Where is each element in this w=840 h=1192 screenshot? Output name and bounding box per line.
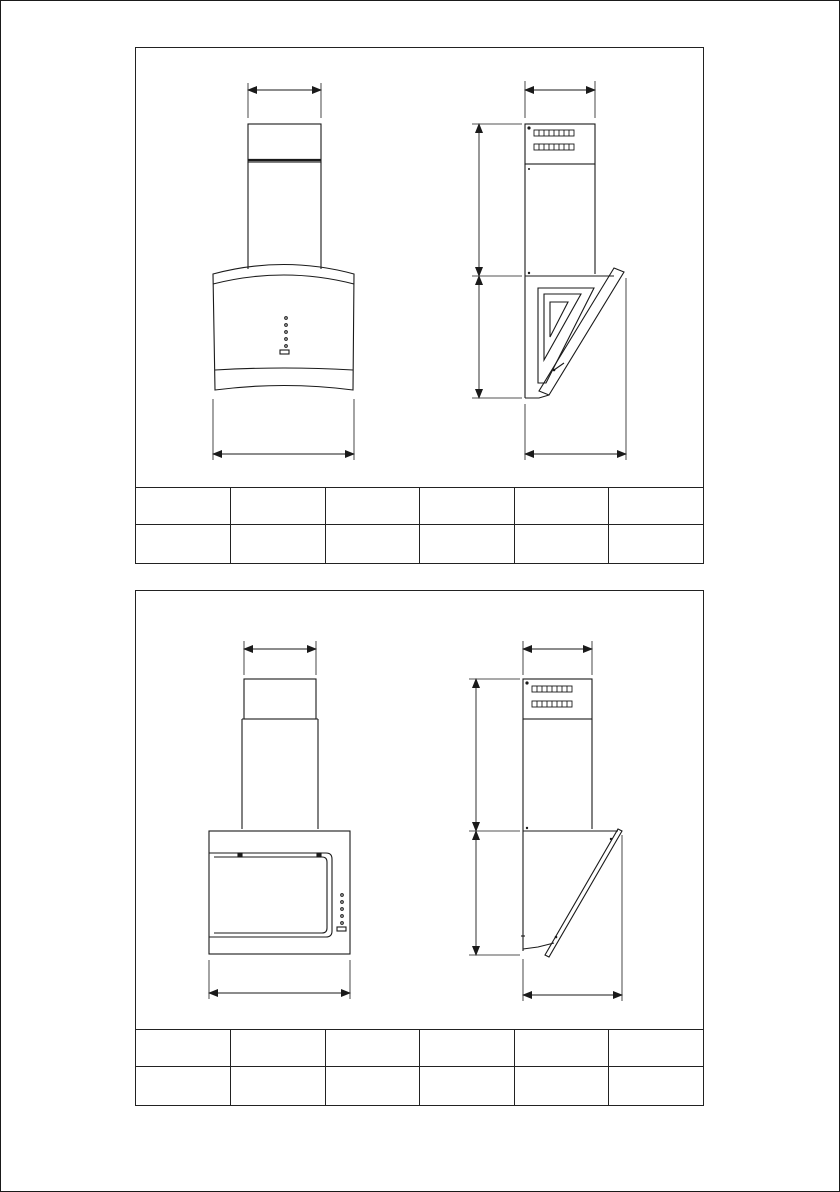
side-glass-panel [539,268,624,395]
spec-header-cell [609,1030,704,1067]
front-view [213,83,354,460]
side-view [469,641,622,1001]
spec-table-flat [136,1029,703,1105]
spec-header-cell [325,1030,420,1067]
spec-table-header-row [136,1030,703,1067]
spec-table-curved [136,487,703,563]
side-view [472,81,626,460]
spec-value-cell [609,525,704,564]
vent-slots [534,130,574,150]
canopy-flat [209,831,350,954]
spec-header-cell [136,1030,231,1067]
spec-table-header-row [136,488,703,525]
dimension-drawing-curved [136,48,703,488]
spec-header-cell [136,488,231,525]
dimension-drawing-flat [136,591,703,1031]
spec-value-cell [325,1067,420,1106]
control-buttons [280,317,289,354]
spec-header-cell [231,488,326,525]
spec-header-cell [325,488,420,525]
spec-value-cell [420,525,515,564]
side-chimney-upper [523,679,592,719]
spec-table-value-row [136,525,703,564]
spec-value-cell [136,525,231,564]
chimney-upper [248,124,321,162]
vent-slots [532,686,572,707]
spec-value-cell [231,525,326,564]
canopy-curved [213,265,354,391]
spec-value-cell [420,1067,515,1106]
hood-panel-flat [135,590,704,1106]
spec-header-cell [231,1030,326,1067]
spec-header-cell [514,488,609,525]
spec-value-cell [514,1067,609,1106]
spec-value-cell [514,525,609,564]
spec-header-cell [609,488,704,525]
spec-value-cell [231,1067,326,1106]
glass-front [209,853,332,937]
spec-header-cell [514,1030,609,1067]
spec-header-cell [420,1030,515,1067]
spec-value-cell [609,1067,704,1106]
front-view [209,641,350,999]
hood-panel-curved [135,47,704,564]
spec-table-value-row [136,1067,703,1106]
spec-header-cell [420,488,515,525]
spec-value-cell [136,1067,231,1106]
chimney-upper [244,679,316,719]
spec-value-cell [325,525,420,564]
control-buttons [337,894,346,931]
